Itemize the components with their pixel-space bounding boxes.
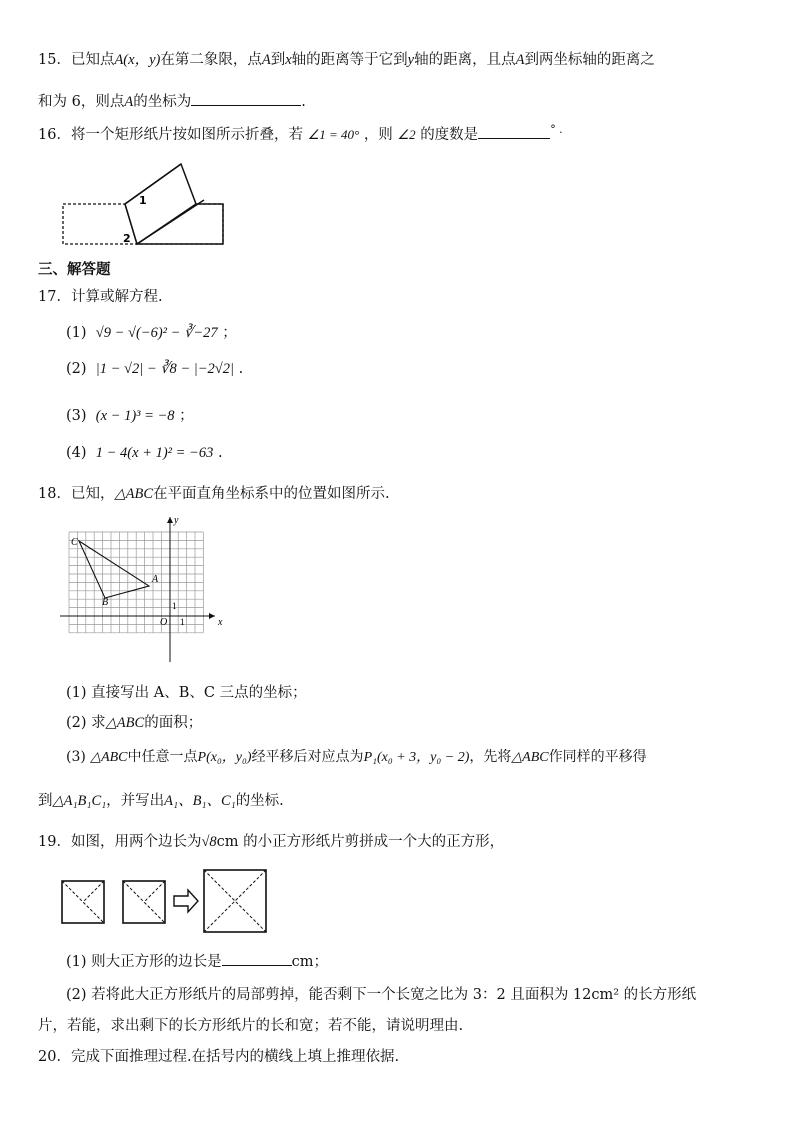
q15-text: 到两坐标轴的距离之	[524, 52, 655, 68]
equation: (x − 1)³ = −8	[95, 408, 175, 424]
folded-part	[125, 164, 196, 244]
q15-text: 到	[270, 52, 286, 68]
q19-title	[38, 830, 760, 851]
q16-text: ° .	[550, 123, 563, 136]
angle1-label: 1	[139, 194, 147, 207]
large-square	[204, 870, 266, 932]
expression: |1 − √2| − ∛8 − |−2√2|	[95, 361, 235, 377]
q19-sub2-line2: 片，若能，求出剩下的长方形纸片的长和宽；若不能，请说明理由.	[38, 1018, 464, 1034]
var-y: y	[407, 52, 415, 68]
unit-y-label: 1	[172, 601, 177, 611]
section-heading: 三、解答题	[38, 261, 111, 278]
origin-label: O	[160, 617, 168, 628]
q18-text: 在平面直角坐标系中的位置如图所示.	[153, 486, 390, 502]
q18-text: 的面积；	[144, 715, 203, 731]
q17-part1	[66, 321, 760, 342]
triangle-A1B1C1: △A₁B₁C₁	[52, 793, 107, 809]
part-label: (2)	[66, 361, 87, 377]
q19-text: 19．如图，用两个边长为	[38, 834, 202, 850]
part-label: (3)	[66, 408, 87, 424]
point-B-label: B	[102, 597, 109, 608]
part-label: (4)	[66, 445, 87, 461]
q15-text: 在第二象限，点	[160, 52, 262, 68]
squares-figure	[58, 866, 273, 936]
q15-text: 和为 6，则点	[38, 94, 125, 110]
q19-text: cm 的小正方形纸片剪拼成一个大的正方形，	[216, 834, 505, 850]
answer-blank[interactable]	[191, 91, 301, 106]
angle1-value: ∠1 = 40°	[307, 127, 360, 142]
folded-paper-figure	[60, 160, 230, 250]
q20-title: 20．完成下面推理过程.在括号内的横线上填上推理依据.	[38, 1049, 400, 1065]
q17-part3	[66, 404, 760, 425]
q18-text: 的坐标.	[235, 793, 284, 809]
point-A: A	[261, 52, 271, 68]
angle2-symbol: ∠2	[397, 127, 416, 142]
q15-text: 的坐标为	[133, 94, 192, 110]
q17-part2	[66, 361, 760, 378]
var-x: x	[285, 52, 292, 68]
point-A: A	[515, 52, 525, 68]
q15-text: 轴的距离，且点	[414, 52, 516, 68]
q15-text: 轴的距离等于它到	[291, 52, 408, 68]
punct: .	[238, 361, 244, 377]
coordinate-grid-figure	[55, 512, 225, 667]
q16-line	[38, 123, 760, 144]
q18-sub2	[66, 711, 760, 732]
q18-text: 中任意一点	[127, 749, 198, 765]
points-A1B1C1: A₁、B₁、C₁	[164, 793, 236, 809]
unit-x-label: 1	[180, 617, 185, 627]
q19-sub2-line1: (2) 若将此大正方形纸片的局部剪掉，能否剩下一个长宽之比为 3：2 且面积为 12cm² 的长方形纸	[66, 987, 697, 1003]
q18-sub3-line1	[66, 746, 760, 766]
point-P: P(x₀，y₀)	[197, 750, 252, 765]
q16-text: ，则	[363, 127, 393, 143]
q19-text: cm；	[291, 954, 329, 970]
q18-sub3-line2	[38, 789, 760, 810]
q18-text: ，并写出	[106, 793, 165, 809]
q19-text: (1) 则大正方形的边长是	[66, 954, 222, 970]
q18-text: 到	[38, 793, 53, 809]
q15-text: 15．已知点	[38, 52, 115, 68]
point-A-coord: A(x，y)	[114, 52, 161, 68]
q18-text: (2) 求	[66, 715, 106, 731]
expression: √9 − √(−6)² − ∛−27	[95, 325, 218, 341]
point-C-label: C	[71, 537, 78, 548]
q18-text: 作同样的平移得	[548, 749, 647, 765]
point-P1: P₁(x₀ + 3，y₀ − 2)	[363, 750, 470, 765]
q18-sub1: (1) 直接写出 A、B、C 三点的坐标；	[66, 685, 307, 701]
q18-title	[38, 482, 760, 503]
point-A-label: A	[152, 574, 159, 585]
q18-text: (3)	[66, 749, 86, 765]
q18-text: ，先将	[469, 749, 512, 765]
punct: ；	[222, 325, 237, 341]
q15-line2	[38, 90, 760, 111]
triangle-ABC: △ABC	[114, 486, 153, 502]
q18-text: 经平移后对应点为	[251, 749, 364, 765]
q19-sub1	[66, 950, 760, 971]
q16-text: 的度数是	[420, 127, 479, 143]
triangle-ABC: △ABC	[105, 715, 145, 731]
angle2-label: 2	[123, 232, 131, 245]
y-label: y	[174, 515, 179, 526]
answer-blank[interactable]	[478, 124, 550, 139]
equation: 1 − 4(x + 1)² = −63	[95, 445, 214, 461]
answer-blank[interactable]	[222, 951, 292, 966]
x-label: x	[218, 617, 223, 628]
q15-line1	[38, 48, 760, 69]
q15-text: .	[301, 94, 306, 110]
arrow-icon	[174, 890, 198, 912]
y-axis-arrow	[167, 517, 173, 523]
triangle-ABC-shape	[79, 541, 149, 598]
part-label: (1)	[66, 325, 87, 341]
side-length: √8	[201, 834, 217, 850]
x-axis-arrow	[209, 613, 215, 619]
point-A: A	[124, 94, 134, 110]
triangle-ABC: △ABC	[511, 750, 549, 765]
q16-text: 16．将一个矩形纸片按如图所示折叠，若	[38, 127, 303, 143]
punct: ；	[179, 408, 194, 424]
triangle-ABC: △ABC	[90, 750, 128, 765]
q18-text: 18．已知，	[38, 486, 115, 502]
punct: .	[217, 445, 223, 461]
q17-part4	[66, 445, 760, 462]
q17-title: 17．计算或解方程.	[38, 289, 163, 305]
